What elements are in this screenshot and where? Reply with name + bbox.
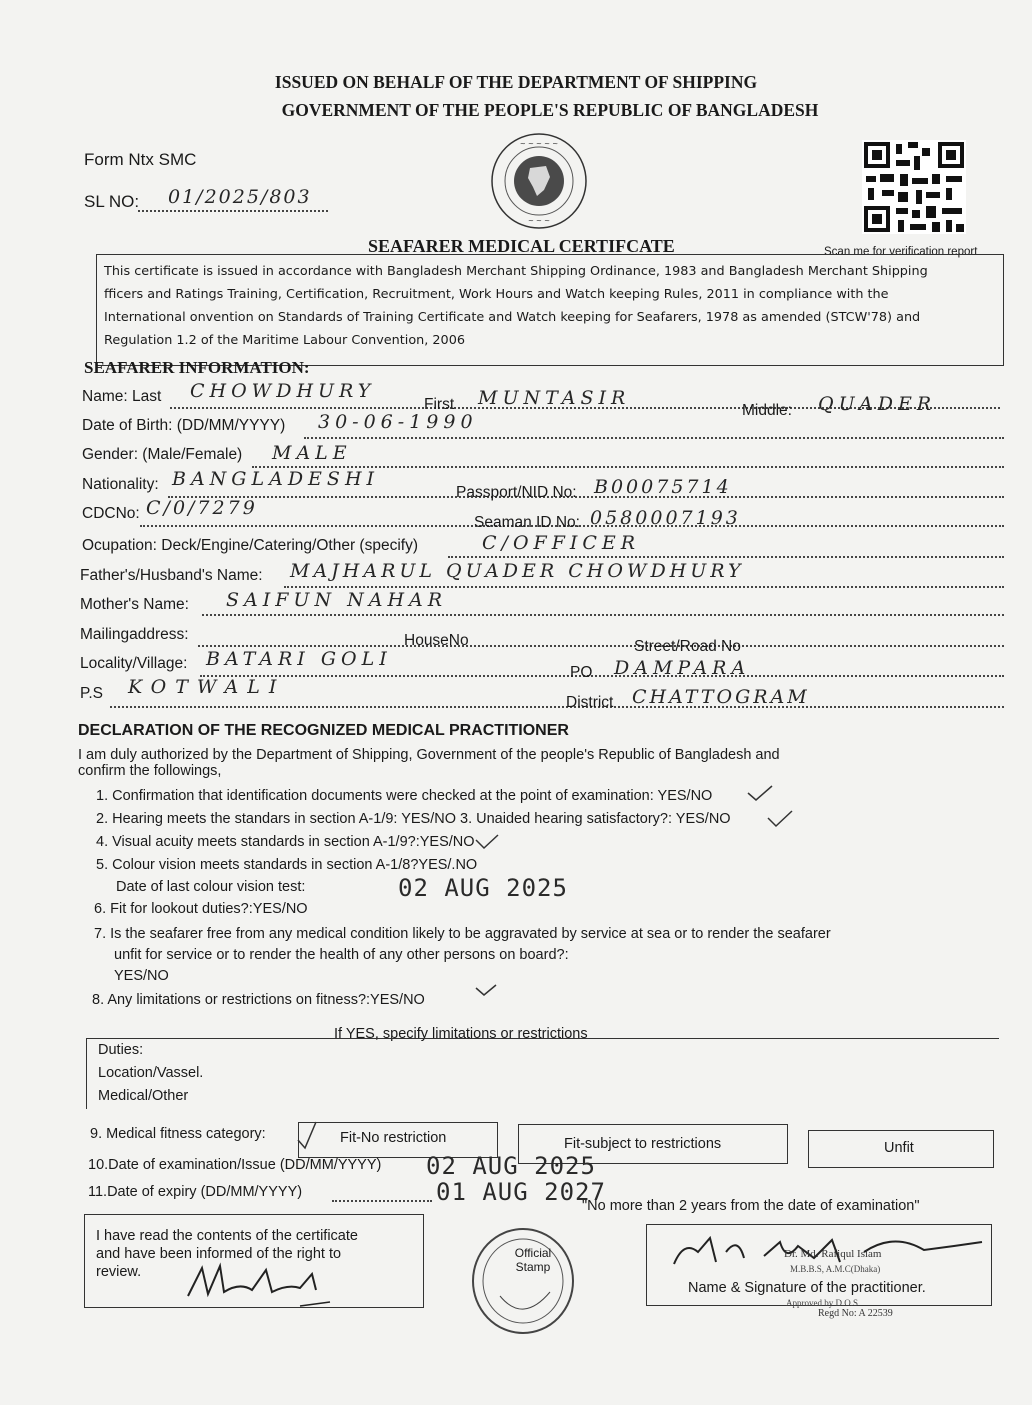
last-name-label: Name: Last [82, 388, 162, 405]
expiry-date-stamp: 01 AUG 2027 [436, 1178, 606, 1206]
unfit-label: Unfit [884, 1140, 914, 1156]
street-road-label: Street/Road No [634, 638, 741, 655]
mother-name-label: Mother's Name: [80, 596, 189, 613]
dob-label: Date of Birth: (DD/MM/YYYY) [82, 417, 286, 434]
limitations-box [86, 1038, 999, 1109]
last-name-value: CHOWDHURY [190, 380, 376, 402]
form-number: Form Ntx SMC [84, 150, 197, 169]
cdc-label: CDCNo: [82, 505, 140, 522]
locality-label: Locality/Village: [80, 655, 188, 672]
dob-dots [304, 437, 1004, 439]
doctor-degree: M.B.B.S, A.M.C(Dhaka) [790, 1264, 881, 1274]
ack-line-3: review. [96, 1264, 142, 1280]
expiry-note: "No more than 2 years from the date of examination" [582, 1198, 920, 1214]
colour-test-date-stamp: 02 AUG 2025 [398, 874, 568, 902]
expiry-date-label: 11.Date of expiry (DD/MM/YYYY) [88, 1184, 303, 1200]
ps-dots [110, 706, 1004, 708]
declaration-item-5b: Date of last colour vision test: [116, 879, 306, 895]
fitness-category-label: 9. Medical fitness category: [90, 1126, 266, 1142]
first-name-label: First [424, 396, 455, 413]
qr-code-icon [862, 140, 966, 234]
expiry-dots [332, 1200, 432, 1202]
declaration-item-6: 6. Fit for lookout duties?:YES/NO [94, 901, 308, 917]
district-label: District [566, 694, 614, 711]
exam-date-stamp: 02 AUG 2025 [426, 1152, 596, 1180]
sl-value: 01/2025/803 [168, 186, 312, 208]
declaration-item-4: 4. Visual acuity meets standards in section A-1/9?:YES/NO [96, 834, 475, 850]
sl-dots [138, 210, 328, 212]
fit-no-restriction-label: Fit-No restriction [340, 1130, 447, 1146]
seaman-id-value: 0580007193 [590, 507, 741, 529]
ps-value: KOTWALI [128, 676, 286, 698]
house-no-label: HouseNo [404, 632, 469, 649]
mother-dots [202, 614, 1004, 616]
declaration-item-2: 2. Hearing meets the standars in section A-1/9: YES/NO 3. Unaided hearing satisfactory?: YES/NO [96, 811, 731, 827]
seafarer-section-title: SEAFARER INFORMATION: [84, 358, 310, 377]
if-yes-label: If YES, specify limitations or restrictions [334, 1026, 588, 1042]
approved-by: Approved by D.O.S [786, 1298, 858, 1308]
father-name-label: Father's/Husband's Name: [80, 567, 263, 584]
bangladesh-emblem-icon [488, 132, 590, 230]
declaration-item-1: 1. Confirmation that identification documents were checked at the point of examination: YES/NO [96, 788, 713, 804]
medical-other-label: Medical/Other [98, 1088, 189, 1104]
father-dots [284, 586, 1004, 588]
middle-name-value: QUADER [818, 393, 937, 415]
seaman-id-label: Seaman ID No: [474, 514, 580, 531]
middle-name-label: Middle: [742, 402, 792, 419]
doctor-name: Dr. Md. Rafiqul Islam [784, 1248, 882, 1260]
location-label: Location/Vassel. [98, 1065, 204, 1081]
svg-text:~ ~ ~ ~ ~: ~ ~ ~ ~ ~ [519, 140, 559, 148]
header-line1: ISSUED ON BEHALF OF THE DEPARTMENT OF SHIPPING [274, 72, 758, 92]
declaration-item-7a: 7. Is the seafarer free from any medical condition likely to be aggravated by service at sea or to render the seafarer [94, 926, 831, 942]
gender-value: MALE [272, 442, 352, 464]
nationality-dots [168, 496, 1004, 498]
declaration-intro-2: confirm the followings, [78, 763, 222, 779]
cdc-value: C/0/7279 [146, 497, 258, 519]
locality-dots [200, 675, 1004, 677]
district-value: CHATTOGRAM [632, 686, 810, 708]
declaration-item-7c: YES/NO [114, 968, 169, 984]
official-stamp-text: Official Stamp [514, 1246, 552, 1274]
declaration-item-7b: unfit for service or to render the health of any other persons on board?: [114, 947, 569, 963]
official-stamp [470, 1226, 576, 1336]
ack-line-1: I have read the contents of the certificate [96, 1228, 358, 1244]
declaration-title: DECLARATION OF THE RECOGNIZED MEDICAL PRACTITIONER [78, 722, 569, 739]
first-name-value: MUNTASIR [478, 387, 631, 409]
ps-label: P.S [80, 685, 103, 702]
mailing-dots [198, 645, 1004, 647]
checkmark-icon [476, 985, 496, 995]
locality-value: BATARI GOLI [206, 648, 392, 670]
seafarer-signature [180, 1256, 350, 1321]
nationality-label: Nationality: [82, 476, 159, 493]
mailing-address-label: Mailingaddress: [80, 626, 189, 643]
gender-label: Gender: (Male/Female) [82, 446, 243, 463]
signature-label: Name & Signature of the practitioner. [688, 1280, 926, 1296]
occupation-label: Ocupation: Deck/Engine/Catering/Other (specify) [82, 537, 418, 554]
dob-value: 30-06-1990 [318, 411, 478, 433]
svg-text:~ ~ ~: ~ ~ ~ [527, 217, 551, 225]
declaration-item-5: 5. Colour vision meets standards in section A-1/8?YES/.NO [96, 857, 478, 873]
mother-name-value: SAIFUN NAHAR [226, 589, 448, 611]
checkmark-icon [476, 835, 498, 848]
header-line2: GOVERNMENT OF THE PEOPLE'S REPUBLIC OF BANGLADESH [281, 100, 819, 120]
qr-caption: Scan me for verification report [824, 246, 978, 258]
intro-text: This certificate is issued in accordance with Bangladesh Merchant Shipping Ordinance, 1983 and Bangladesh Merchant Shipping fficers and Ratings Training, Certification, Recruitment, Work Hours and Watch keeping Rules, 2011 in compliance with the International onvention on Standards of Training Certificate and Watch keeping for Seafarers, 1978 as amended (STCW'78) and Regulation 1.2 of the Maritime Labour Convention, 2006 [104, 264, 928, 348]
occupation-value: C/OFFICER [482, 532, 641, 554]
po-value: DAMPARA [614, 657, 751, 679]
ack-line-2: and have been informed of the right to [96, 1246, 342, 1262]
checkmark-icon [768, 811, 792, 826]
declaration-intro-1: I am duly authorized by the Department of Shipping, Government of the people's Republic of Bangladesh and [78, 747, 780, 763]
duties-label: Duties: [98, 1042, 144, 1058]
father-name-value: MAJHARUL QUADER CHOWDHURY [290, 560, 745, 582]
fit-subject-label: Fit-subject to restrictions [564, 1136, 722, 1152]
passport-value: B00075714 [594, 476, 732, 498]
po-label: PO [570, 664, 593, 681]
regd-number: Regd No: A 22539 [818, 1308, 893, 1319]
passport-label: Passport/NID No: [456, 484, 577, 501]
sl-label: SL NO: [84, 192, 140, 211]
certificate-title: SEAFARER MEDICAL CERTIFCATE [368, 236, 675, 256]
nationality-value: BANGLADESHI [172, 468, 380, 490]
occupation-dots [448, 556, 1004, 558]
checkmark-icon [748, 786, 772, 800]
declaration-item-8: 8. Any limitations or restrictions on fitness?:YES/NO [92, 992, 425, 1008]
exam-date-label: 10.Date of examination/Issue (DD/MM/YYYY) [88, 1157, 382, 1173]
